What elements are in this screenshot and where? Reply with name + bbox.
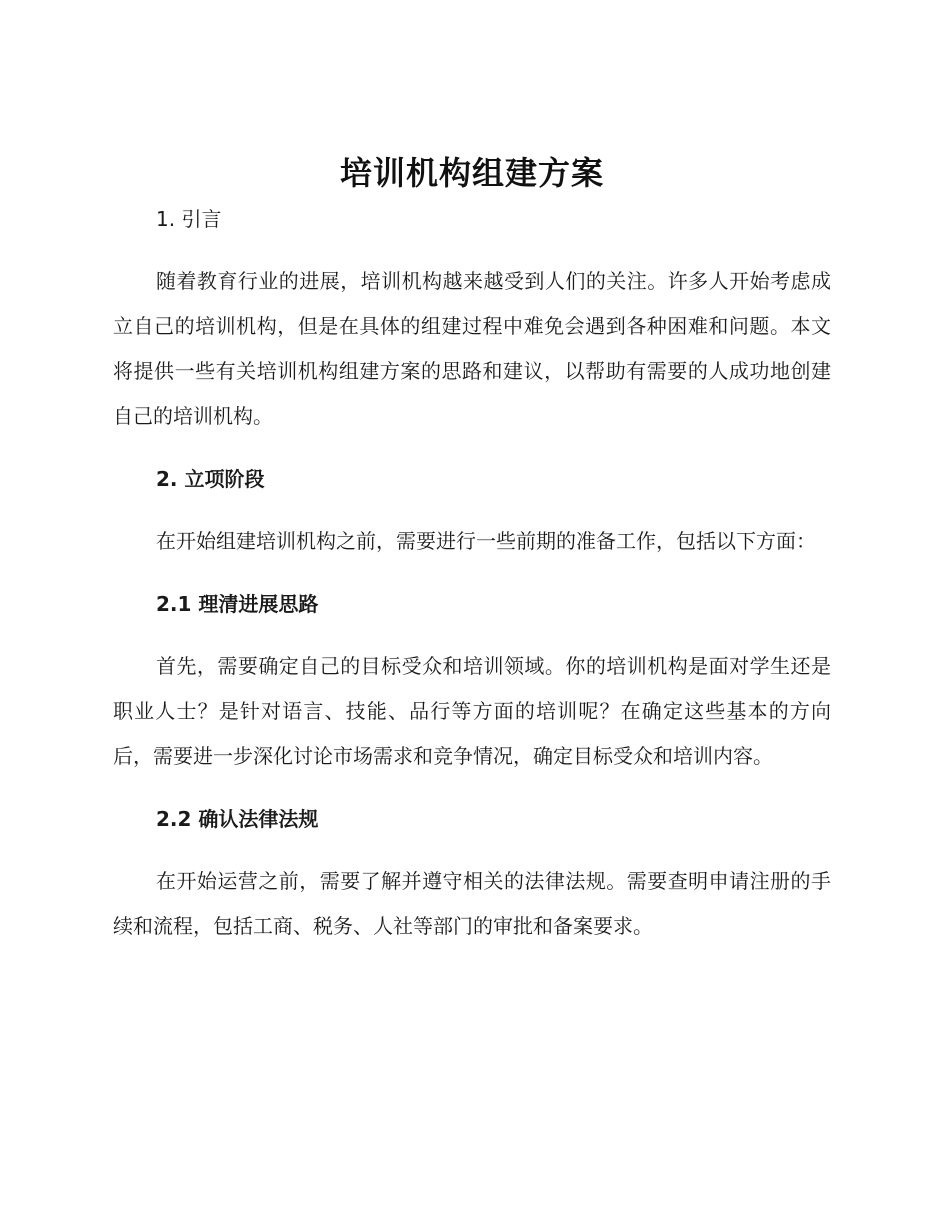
section-paragraph-development-ideas: 首先，需要确定自己的目标受众和培训领域。你的培训机构是面对学生还是职业人士？是针对语言、技能、品行等方面的培训呢？在确定这些基本的方向后，需要进一步深化讨论市场需求和竞争情况，确定目标受众和培训内容。 [113,654,831,768]
section-paragraph-introduction: 随着教育行业的进展，培训机构越来越受到人们的关注。许多人开始考虑成立自己的培训机构，但是在具体的组建过程中难免会遇到各种困难和问题。本文将提供一些有关培训机构组建方案的思路和建议，以帮助有需要的人成功地创建自己的培训机构。 [113,269,831,428]
section-heading-project-stage: 2. 立项阶段 [156,467,265,491]
section-heading-laws-regulations: 2.2 确认法律法规 [156,807,319,831]
document-body [113,150,831,949]
section-heading-development-ideas: 2.1 理清进展思路 [156,592,319,616]
document-title: 培训机构组建方案 [339,154,604,192]
section-paragraph-project-stage: 在开始组建培训机构之前，需要进行一些前期的准备工作，包括以下方面： [156,529,816,553]
section-paragraph-laws-regulations: 在开始运营之前，需要了解并遵守相关的法律法规。需要查明申请注册的手续和流程，包括工商、税务、人社等部门的审批和备案要求。 [113,869,831,938]
section-heading-introduction: 1. 引言 [156,207,222,231]
